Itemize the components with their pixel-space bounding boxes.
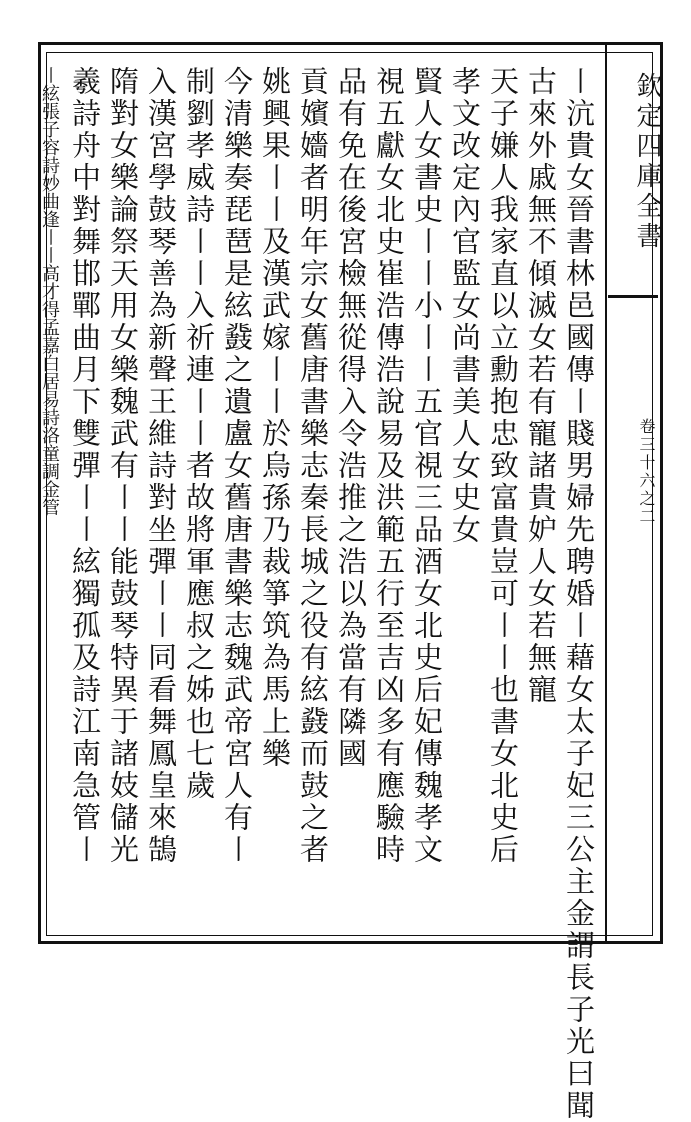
text-column-11: 制劉孝威詩〡〡入祈連〡〡者故將軍應叔之姊也七歲 bbox=[182, 66, 216, 802]
text-column-6: 視五獻女北史崔浩傳浩說易及洪範五行至吉凶多有應驗時 bbox=[372, 66, 406, 866]
volume-label: 卷三十六之二 bbox=[637, 418, 656, 526]
text-column-15: 〡絃張子容詩妙曲逢〡〡高才得孟嘉白居易詩洛童調金管 bbox=[39, 66, 60, 516]
text-column-8: 貢嬪嬙者明年宗女舊唐書樂志秦長城之役有絃鼗而鼓之者 bbox=[296, 66, 330, 866]
text-column-14: 羲詩舟中對舞邯鄲曲月下雙彈〡〡絃獨孤及詩江南急管〡 bbox=[68, 66, 102, 866]
text-column-4: 孝文改定內官監女尚書美人女史女 bbox=[448, 66, 482, 546]
fishtail-mark bbox=[608, 295, 658, 298]
text-column-1: 〡沆貴女晉書林邑國傳〡賤男婦先聘婚〡藉女太子妃三公主金謂長子光曰聞 bbox=[562, 66, 596, 1122]
text-column-3: 天子嫌人我家直以立勳抱忠致富貴豈可〡〡也書女北史后 bbox=[486, 66, 520, 866]
book-title: 欽定四庫全書 bbox=[632, 72, 662, 252]
text-column-5: 賢人女書史〡〡小〡〡五官視三品酒女北史后妃傳魏孝文 bbox=[410, 66, 444, 866]
text-column-7: 品有免在後宮檢無從得入令浩推之浩以為當有隣國 bbox=[334, 66, 368, 770]
text-column-9: 姚興果〡〡及漢武嫁〡〡於烏孫乃裁箏筑為馬上樂 bbox=[258, 66, 292, 770]
text-column-12: 入漢宮學鼓琴善為新聲王維詩對坐彈〡〡同看舞鳳皇來鵠 bbox=[144, 66, 178, 866]
text-column-10: 今清樂奏琵琶是絃鼗之遺盧女舊唐書樂志魏武帝宮人有〡 bbox=[220, 66, 254, 866]
text-column-13: 隋對女樂論祭天用女樂魏武有〡〡能鼓琴特異于諸妓儲光 bbox=[106, 66, 140, 866]
text-column-2: 古來外戚無不傾滅女若有寵諸貴妒人女若無寵 bbox=[524, 66, 558, 706]
